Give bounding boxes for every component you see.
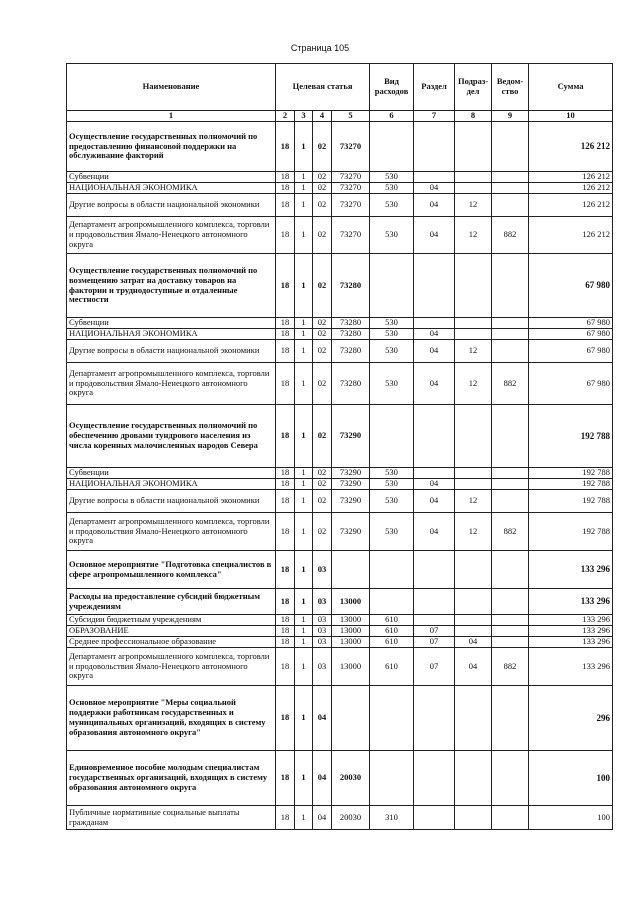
cell-name: Субвенции xyxy=(67,468,276,479)
cell-expense-type: 530 xyxy=(370,172,414,183)
cell-target-activity: 02 xyxy=(313,172,332,183)
cell-department xyxy=(492,551,529,589)
cell-name: Другие вопросы в области национальной экономики xyxy=(67,490,276,513)
cell-name: Субвенции xyxy=(67,172,276,183)
cell-name: Департамент агропромышленного комплекса, торговли и продовольствия Ямало-Ненецкого автономного округа xyxy=(67,363,276,405)
cell-subsection xyxy=(455,551,492,589)
cell-section: 07 xyxy=(414,648,455,686)
cell-department xyxy=(492,122,529,172)
cell-target-subprogram: 1 xyxy=(295,329,313,340)
cell-section xyxy=(414,551,455,589)
cell-target-subprogram: 1 xyxy=(295,254,313,318)
cell-target-subprogram: 1 xyxy=(295,751,313,806)
cell-department: 882 xyxy=(492,363,529,405)
cell-department: 882 xyxy=(492,217,529,254)
cell-name: Департамент агропромышленного комплекса, торговли и продовольствия Ямало-Ненецкого автономного округа xyxy=(67,513,276,551)
cell-expense-type: 530 xyxy=(370,318,414,329)
cell-section xyxy=(414,405,455,468)
cell-section: 04 xyxy=(414,490,455,513)
cell-target-program: 18 xyxy=(276,513,295,551)
cell-subsection xyxy=(455,686,492,751)
table-row xyxy=(67,363,613,405)
cell-name: Департамент агропромышленного комплекса, торговли и продовольствия Ямало-Ненецкого автономного округа xyxy=(67,217,276,254)
cell-target-activity: 02 xyxy=(313,363,332,405)
cell-department xyxy=(492,194,529,217)
cell-target-subprogram: 1 xyxy=(295,194,313,217)
cell-subsection xyxy=(455,172,492,183)
cell-target-activity: 03 xyxy=(313,626,332,637)
column-number: 4 xyxy=(313,111,332,122)
cell-expense-type: 610 xyxy=(370,626,414,637)
cell-target-activity: 02 xyxy=(313,329,332,340)
cell-department xyxy=(492,340,529,363)
cell-target-code: 73280 xyxy=(332,340,370,363)
cell-department xyxy=(492,254,529,318)
cell-department: 882 xyxy=(492,513,529,551)
cell-department xyxy=(492,806,529,830)
cell-target-activity: 04 xyxy=(313,806,332,830)
cell-name: Осуществление государственных полномочий по возмещению затрат на доставку товаров на фактории и труднодоступные и отдаленные местности xyxy=(67,254,276,318)
cell-subsection xyxy=(455,626,492,637)
cell-subsection xyxy=(455,806,492,830)
cell-section: 04 xyxy=(414,329,455,340)
cell-target-subprogram: 1 xyxy=(295,686,313,751)
cell-target-activity: 02 xyxy=(313,479,332,490)
cell-section: 04 xyxy=(414,340,455,363)
cell-subsection: 12 xyxy=(455,363,492,405)
table-row xyxy=(67,686,613,751)
cell-target-program: 18 xyxy=(276,648,295,686)
cell-sum: 67 980 xyxy=(529,254,613,318)
cell-target-code: 73270 xyxy=(332,122,370,172)
cell-section: 07 xyxy=(414,626,455,637)
cell-target-code: 73290 xyxy=(332,513,370,551)
column-number: 7 xyxy=(414,111,455,122)
cell-target-activity: 03 xyxy=(313,615,332,626)
cell-name: ОБРАЗОВАНИЕ xyxy=(67,626,276,637)
cell-department xyxy=(492,490,529,513)
cell-target-subprogram: 1 xyxy=(295,626,313,637)
cell-target-subprogram: 1 xyxy=(295,183,313,194)
cell-section xyxy=(414,686,455,751)
cell-section: 07 xyxy=(414,637,455,648)
cell-target-program: 18 xyxy=(276,340,295,363)
cell-target-subprogram: 1 xyxy=(295,513,313,551)
cell-department xyxy=(492,183,529,194)
cell-target-subprogram: 1 xyxy=(295,122,313,172)
cell-target-program: 18 xyxy=(276,615,295,626)
cell-section xyxy=(414,615,455,626)
cell-department xyxy=(492,479,529,490)
cell-sum: 126 212 xyxy=(529,122,613,172)
cell-target-program: 18 xyxy=(276,468,295,479)
cell-target-program: 18 xyxy=(276,405,295,468)
cell-expense-type xyxy=(370,405,414,468)
cell-target-program: 18 xyxy=(276,172,295,183)
cell-expense-type xyxy=(370,686,414,751)
cell-section: 04 xyxy=(414,194,455,217)
column-number: 6 xyxy=(370,111,414,122)
cell-sum: 126 212 xyxy=(529,172,613,183)
cell-target-program: 18 xyxy=(276,183,295,194)
column-number: 1 xyxy=(67,111,276,122)
table-row xyxy=(67,340,613,363)
cell-target-program: 18 xyxy=(276,806,295,830)
cell-section: 04 xyxy=(414,183,455,194)
cell-expense-type xyxy=(370,122,414,172)
cell-section: 04 xyxy=(414,479,455,490)
column-number: 8 xyxy=(455,111,492,122)
cell-department xyxy=(492,468,529,479)
cell-subsection: 04 xyxy=(455,648,492,686)
cell-target-program: 18 xyxy=(276,254,295,318)
cell-target-activity: 03 xyxy=(313,648,332,686)
cell-target-activity: 02 xyxy=(313,183,332,194)
cell-name: Осуществление государственных полномочий по предоставлению финансовой поддержки на обслуживание факторий xyxy=(67,122,276,172)
cell-section xyxy=(414,254,455,318)
table-row xyxy=(67,615,613,626)
cell-subsection: 12 xyxy=(455,217,492,254)
cell-target-program: 18 xyxy=(276,686,295,751)
cell-target-code: 13000 xyxy=(332,615,370,626)
cell-sum: 192 788 xyxy=(529,490,613,513)
cell-target-code: 13000 xyxy=(332,626,370,637)
cell-subsection xyxy=(455,468,492,479)
cell-department xyxy=(492,637,529,648)
cell-target-code: 13000 xyxy=(332,648,370,686)
cell-target-subprogram: 1 xyxy=(295,217,313,254)
cell-name: НАЦИОНАЛЬНАЯ ЭКОНОМИКА xyxy=(67,329,276,340)
table-row xyxy=(67,626,613,637)
table-row xyxy=(67,122,613,172)
cell-target-activity: 02 xyxy=(313,254,332,318)
cell-target-subprogram: 1 xyxy=(295,648,313,686)
cell-sum: 133 296 xyxy=(529,637,613,648)
cell-target-subprogram: 1 xyxy=(295,405,313,468)
cell-target-activity: 03 xyxy=(313,551,332,589)
cell-sum: 126 212 xyxy=(529,194,613,217)
cell-target-activity: 03 xyxy=(313,637,332,648)
cell-target-activity: 02 xyxy=(313,340,332,363)
cell-target-code: 20030 xyxy=(332,806,370,830)
cell-subsection: 12 xyxy=(455,490,492,513)
cell-target-code: 73290 xyxy=(332,405,370,468)
header-section: Раздел xyxy=(414,64,455,111)
cell-target-activity: 02 xyxy=(313,468,332,479)
cell-target-subprogram: 1 xyxy=(295,479,313,490)
cell-sum: 192 788 xyxy=(529,468,613,479)
cell-department xyxy=(492,318,529,329)
page-number: Страница 105 xyxy=(290,43,350,53)
cell-target-subprogram: 1 xyxy=(295,318,313,329)
table-row xyxy=(67,468,613,479)
cell-target-code: 73280 xyxy=(332,254,370,318)
cell-section xyxy=(414,122,455,172)
column-number: 10 xyxy=(529,111,613,122)
cell-target-program: 18 xyxy=(276,363,295,405)
cell-name: Среднее профессиональное образование xyxy=(67,637,276,648)
table-row xyxy=(67,589,613,615)
cell-target-subprogram: 1 xyxy=(295,551,313,589)
cell-target-subprogram: 1 xyxy=(295,806,313,830)
table-row xyxy=(67,183,613,194)
header-expense-type: Вид расходов xyxy=(370,64,414,111)
table-row xyxy=(67,405,613,468)
cell-section xyxy=(414,806,455,830)
cell-subsection xyxy=(455,751,492,806)
cell-target-code: 13000 xyxy=(332,637,370,648)
cell-expense-type: 610 xyxy=(370,637,414,648)
cell-department xyxy=(492,615,529,626)
table-row xyxy=(67,806,613,830)
cell-expense-type: 610 xyxy=(370,615,414,626)
cell-expense-type: 530 xyxy=(370,194,414,217)
cell-name: НАЦИОНАЛЬНАЯ ЭКОНОМИКА xyxy=(67,183,276,194)
cell-name: Другие вопросы в области национальной экономики xyxy=(67,340,276,363)
cell-target-program: 18 xyxy=(276,637,295,648)
cell-subsection: 04 xyxy=(455,637,492,648)
cell-subsection xyxy=(455,318,492,329)
cell-name: Осуществление государственных полномочий по обеспечению дровами тундрового населения из числа коренных малочисленных народов Севера xyxy=(67,405,276,468)
cell-target-activity: 02 xyxy=(313,490,332,513)
cell-target-activity: 04 xyxy=(313,686,332,751)
cell-target-activity: 02 xyxy=(313,194,332,217)
cell-sum: 296 xyxy=(529,686,613,751)
cell-name: НАЦИОНАЛЬНАЯ ЭКОНОМИКА xyxy=(67,479,276,490)
cell-sum: 133 296 xyxy=(529,626,613,637)
cell-target-program: 18 xyxy=(276,751,295,806)
cell-expense-type xyxy=(370,751,414,806)
table-row xyxy=(67,329,613,340)
cell-target-activity: 02 xyxy=(313,122,332,172)
cell-sum: 133 296 xyxy=(529,648,613,686)
cell-name: Департамент агропромышленного комплекса, торговли и продовольствия Ямало-Ненецкого автономного округа xyxy=(67,648,276,686)
cell-target-program: 18 xyxy=(276,479,295,490)
cell-target-subprogram: 1 xyxy=(295,363,313,405)
cell-target-program: 18 xyxy=(276,551,295,589)
cell-section xyxy=(414,172,455,183)
table-row xyxy=(67,254,613,318)
cell-target-program: 18 xyxy=(276,318,295,329)
cell-expense-type: 530 xyxy=(370,183,414,194)
cell-sum: 133 296 xyxy=(529,589,613,615)
cell-expense-type: 530 xyxy=(370,217,414,254)
cell-section xyxy=(414,468,455,479)
cell-sum: 100 xyxy=(529,751,613,806)
cell-target-code: 73270 xyxy=(332,194,370,217)
cell-expense-type: 530 xyxy=(370,363,414,405)
header-subsection: Подраз-дел xyxy=(455,64,492,111)
cell-target-code: 73290 xyxy=(332,490,370,513)
table-row xyxy=(67,648,613,686)
cell-name: Основное мероприятие "Подготовка специалистов в сфере агропромышленного комплекса" xyxy=(67,551,276,589)
cell-target-program: 18 xyxy=(276,490,295,513)
cell-target-program: 18 xyxy=(276,194,295,217)
table-row xyxy=(67,513,613,551)
cell-target-code: 73270 xyxy=(332,183,370,194)
cell-section: 04 xyxy=(414,363,455,405)
cell-subsection xyxy=(455,254,492,318)
cell-department xyxy=(492,626,529,637)
cell-target-program: 18 xyxy=(276,217,295,254)
header-target: Целевая статья xyxy=(276,64,370,111)
cell-name: Публичные нормативные социальные выплаты гражданам xyxy=(67,806,276,830)
column-number: 9 xyxy=(492,111,529,122)
cell-target-code: 73280 xyxy=(332,329,370,340)
cell-target-subprogram: 1 xyxy=(295,589,313,615)
table-header-row xyxy=(67,64,613,111)
cell-name: Расходы на предоставление субсидий бюджетным учреждениям xyxy=(67,589,276,615)
cell-name: Основное мероприятие "Меры социальной поддержки работникам государственных и муниципальных организаций, входящих в систему образования автономного округа" xyxy=(67,686,276,751)
cell-sum: 126 212 xyxy=(529,183,613,194)
cell-target-code: 73280 xyxy=(332,318,370,329)
cell-sum: 133 296 xyxy=(529,551,613,589)
cell-target-subprogram: 1 xyxy=(295,172,313,183)
cell-expense-type xyxy=(370,254,414,318)
column-number: 5 xyxy=(332,111,370,122)
cell-expense-type xyxy=(370,551,414,589)
cell-target-activity: 03 xyxy=(313,589,332,615)
cell-target-program: 18 xyxy=(276,589,295,615)
cell-section: 04 xyxy=(414,217,455,254)
cell-subsection xyxy=(455,589,492,615)
cell-subsection xyxy=(455,405,492,468)
table-row xyxy=(67,637,613,648)
cell-target-code: 73290 xyxy=(332,479,370,490)
cell-expense-type: 530 xyxy=(370,479,414,490)
cell-target-code xyxy=(332,686,370,751)
cell-name: Субвенции xyxy=(67,318,276,329)
column-number-row xyxy=(67,111,613,122)
column-number: 2 xyxy=(276,111,295,122)
cell-target-subprogram: 1 xyxy=(295,468,313,479)
cell-target-program: 18 xyxy=(276,329,295,340)
cell-name: Единовременное пособие молодым специалистам государственных организаций, входящих в систему образования автономного округа xyxy=(67,751,276,806)
cell-sum: 67 980 xyxy=(529,340,613,363)
cell-sum: 126 212 xyxy=(529,217,613,254)
header-name: Наименование xyxy=(67,64,276,111)
cell-target-code: 13000 xyxy=(332,589,370,615)
cell-sum: 192 788 xyxy=(529,405,613,468)
cell-expense-type: 530 xyxy=(370,468,414,479)
cell-sum: 67 980 xyxy=(529,329,613,340)
cell-target-code xyxy=(332,551,370,589)
cell-target-program: 18 xyxy=(276,626,295,637)
cell-subsection xyxy=(455,479,492,490)
header-sum: Сумма xyxy=(529,64,613,111)
table-body xyxy=(67,122,613,830)
cell-subsection xyxy=(455,615,492,626)
budget-table xyxy=(66,63,613,830)
table-row xyxy=(67,217,613,254)
cell-department xyxy=(492,405,529,468)
cell-expense-type: 530 xyxy=(370,340,414,363)
cell-expense-type: 530 xyxy=(370,513,414,551)
cell-target-program: 18 xyxy=(276,122,295,172)
column-number: 3 xyxy=(295,111,313,122)
cell-target-subprogram: 1 xyxy=(295,637,313,648)
table-row xyxy=(67,751,613,806)
cell-section xyxy=(414,751,455,806)
cell-sum: 100 xyxy=(529,806,613,830)
cell-target-subprogram: 1 xyxy=(295,490,313,513)
cell-subsection xyxy=(455,122,492,172)
cell-sum: 192 788 xyxy=(529,479,613,490)
cell-subsection xyxy=(455,183,492,194)
cell-expense-type: 530 xyxy=(370,490,414,513)
table-row xyxy=(67,490,613,513)
cell-name: Субсидии бюджетным учреждениям xyxy=(67,615,276,626)
cell-target-activity: 02 xyxy=(313,513,332,551)
table-row xyxy=(67,172,613,183)
cell-department xyxy=(492,589,529,615)
cell-expense-type xyxy=(370,589,414,615)
cell-target-subprogram: 1 xyxy=(295,615,313,626)
cell-target-activity: 02 xyxy=(313,318,332,329)
header-department: Ведом-ство xyxy=(492,64,529,111)
cell-target-code: 20030 xyxy=(332,751,370,806)
cell-subsection: 12 xyxy=(455,513,492,551)
cell-target-code: 73290 xyxy=(332,468,370,479)
cell-department xyxy=(492,686,529,751)
cell-section xyxy=(414,589,455,615)
cell-sum: 67 980 xyxy=(529,363,613,405)
cell-target-subprogram: 1 xyxy=(295,340,313,363)
cell-department: 882 xyxy=(492,648,529,686)
cell-target-code: 73280 xyxy=(332,363,370,405)
cell-sum: 133 296 xyxy=(529,615,613,626)
cell-section: 04 xyxy=(414,513,455,551)
cell-target-activity: 02 xyxy=(313,405,332,468)
cell-subsection: 12 xyxy=(455,194,492,217)
table-row xyxy=(67,194,613,217)
cell-department xyxy=(492,751,529,806)
table-row xyxy=(67,551,613,589)
cell-subsection xyxy=(455,329,492,340)
cell-section xyxy=(414,318,455,329)
cell-target-code: 73270 xyxy=(332,217,370,254)
cell-sum: 67 980 xyxy=(529,318,613,329)
cell-name: Другие вопросы в области национальной экономики xyxy=(67,194,276,217)
cell-expense-type: 530 xyxy=(370,329,414,340)
cell-target-activity: 02 xyxy=(313,217,332,254)
cell-sum: 192 788 xyxy=(529,513,613,551)
cell-subsection: 12 xyxy=(455,340,492,363)
cell-expense-type: 310 xyxy=(370,806,414,830)
cell-expense-type: 610 xyxy=(370,648,414,686)
table-row xyxy=(67,318,613,329)
cell-department xyxy=(492,329,529,340)
table-row xyxy=(67,479,613,490)
cell-target-code: 73270 xyxy=(332,172,370,183)
cell-target-activity: 04 xyxy=(313,751,332,806)
cell-department xyxy=(492,172,529,183)
